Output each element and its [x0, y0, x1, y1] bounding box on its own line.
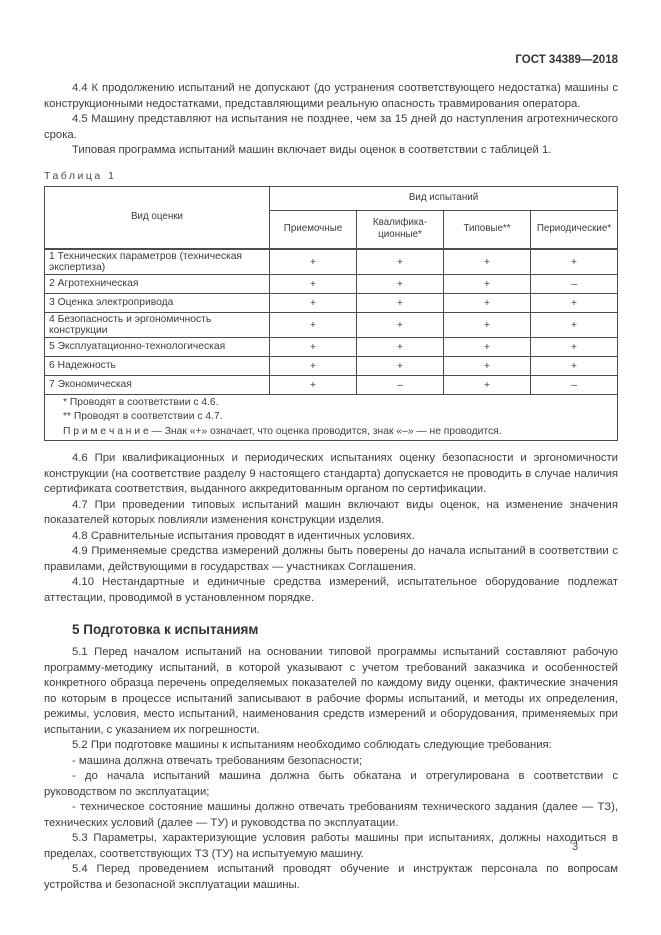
- table-cell: +: [444, 312, 531, 337]
- table-cell: +: [357, 337, 444, 356]
- paragraph-4-10: 4.10 Нестандартные и единичные средства измерений, испытательное оборудование подлежат аттестации, проводимой в установленном порядке.: [44, 576, 618, 604]
- table-header-vid-ispytaniy: Вид испытаний: [270, 186, 618, 210]
- table-cell: +: [444, 356, 531, 375]
- table-cell: +: [444, 337, 531, 356]
- section-5-heading: 5 Подготовка к испытаниям: [72, 622, 259, 637]
- row-label: 4 Безопасность и эргономичность конструкции: [45, 312, 270, 337]
- row-label: 2 Агротехническая: [45, 274, 270, 293]
- table-head: [45, 186, 618, 249]
- table-cell: +: [357, 312, 444, 337]
- table-cell: +: [531, 293, 618, 312]
- row-label: 7 Экономическая: [45, 375, 270, 394]
- table-column-periodicheskie: Периодические*: [531, 210, 618, 249]
- table-cell: +: [531, 312, 618, 337]
- table-cell: +: [531, 249, 618, 275]
- row-label: 5 Эксплуатационно-технологическая: [45, 337, 270, 356]
- table-cell: +: [444, 274, 531, 293]
- table-row: [45, 356, 618, 375]
- table-cell: +: [444, 249, 531, 275]
- table-row: [45, 375, 618, 394]
- table-column-kvalifikacionnye: Квалификационные*: [357, 210, 444, 249]
- paragraph-5-2: 5.2 При подготовке машины к испытаниям необходимо соблюдать следующие требования:: [72, 739, 552, 751]
- paragraph-4-8: 4.8 Сравнительные испытания проводят в идентичных условиях.: [72, 529, 415, 542]
- table-column-priemochnye: Приемочные: [270, 210, 357, 249]
- paragraph-5-3: 5.3 Параметры, характеризующие условия работы машины при испытаниях, должны находиться в пределах, соответствующих ТЗ (ТУ) на испытуемую машину.: [44, 832, 618, 860]
- row-label: 3 Оценка электропривода: [45, 293, 270, 312]
- table-row: [45, 274, 618, 293]
- table-row: [45, 337, 618, 356]
- list-item-technical-state: - техническое состояние машины должно отвечать требованиям технического задания (далее — ТЗ), технических условий (далее — ТУ) и руководства по эксплуатации.: [44, 801, 618, 829]
- footnote-2: ** Проводят в соответствии с 4.7.: [63, 411, 223, 422]
- row-label: 6 Надежность: [45, 356, 270, 375]
- table-row: [45, 249, 618, 275]
- table-cell: +: [270, 293, 357, 312]
- table-cell: +: [444, 293, 531, 312]
- paragraph-4-4: 4.4 К продолжению испытаний не допускают (до устранения соответствующего недостатка) машины с конструкционными недостатками, представляющими реальную опасность травмирования оператора.: [44, 82, 618, 110]
- doc-header-standard-number: ГОСТ 34389—2018: [515, 54, 618, 66]
- footnote-note: П р и м е ч а н и е — Знак «+» означает, что оценка проводится, знак «–» — не проводится.: [63, 425, 502, 437]
- table-cell: +: [270, 249, 357, 275]
- table-cell: +: [444, 375, 531, 394]
- table-cell: +: [357, 274, 444, 293]
- table-row: [45, 293, 618, 312]
- table-cell: +: [270, 337, 357, 356]
- table-1-test-types: [44, 186, 618, 442]
- row-label: 1 Технических параметров (техническая экспертиза): [45, 249, 270, 275]
- table-cell: –: [357, 375, 444, 394]
- table-footnote-row: [45, 394, 618, 441]
- footnote-1: * Проводят в соответствии с 4.6.: [63, 396, 219, 408]
- paragraph-4-6: 4.6 При квалификационных и периодических испытаниях оценку безопасности и эргономичности конструкции (на соответствие разделу 9 настоящего стандарта) допускается не проводить в случае наличия сертификата соответствия, выданного аккредитованным органом по сертификации.: [44, 452, 618, 495]
- table-cell: +: [270, 312, 357, 337]
- table-cell: +: [270, 274, 357, 293]
- table-body: [45, 249, 618, 441]
- table-column-tipovye: Типовые**: [444, 210, 531, 249]
- page-number: 3: [572, 841, 579, 853]
- paragraph-typical-program: Типовая программа испытаний машин включает виды оценок в соответствии с таблицей 1.: [72, 144, 552, 156]
- paragraph-4-9: 4.9 Применяемые средства измерений должны быть поверены до начала испытаний в соответствии с правилами, действующими в государствах — участниках Соглашения.: [44, 545, 618, 573]
- table-cell: +: [531, 337, 618, 356]
- paragraph-5-4: 5.4 Перед проведением испытаний проводят обучение и инструктаж персонала по вопросам устройства и безопасной эксплуатации машины.: [44, 863, 618, 891]
- table-cell: –: [531, 274, 618, 293]
- table-caption: Таблица 1: [44, 169, 117, 182]
- paragraph-5-1: 5.1 Перед началом испытаний на основании типовой программы испытаний составляют рабочую программу-методику испытаний, в которой указывают с учетом требований заказчика и особенностей конкретного образца перечень определяемых показателей по каждому виду оценки, фактические значения по которым в процессе испытаний записывают в рабочие формы испытаний, и методы их определения, режимы, условия, место испытаний, наименования средств измерений и оборудования, применяемых при испытании, с указанием их погрешности.: [44, 646, 618, 736]
- paragraph-4-7: 4.7 При проведении типовых испытаний машин включают виды оценок, на изменение значения показателей которых повлияли изменения конструкции изделия.: [44, 498, 618, 526]
- page-content: [44, 0, 618, 893]
- table-cell: +: [357, 293, 444, 312]
- table-cell: +: [531, 356, 618, 375]
- list-item-safety: - машина должна отвечать требованиям безопасности;: [72, 754, 363, 767]
- table-cell: +: [357, 249, 444, 275]
- table-cell: +: [270, 375, 357, 394]
- table-footnotes: [45, 394, 618, 441]
- table-cell: +: [357, 356, 444, 375]
- paragraph-4-5: 4.5 Машину представляют на испытания не позднее, чем за 15 дней до наступления агротехнического срока.: [44, 113, 618, 141]
- table-cell: –: [531, 375, 618, 394]
- table-header-vid-ocenki: Вид оценки: [45, 186, 270, 249]
- table-row: [45, 312, 618, 337]
- list-item-run-in: - до начала испытаний машина должна быть обкатана и отрегулирована в соответствии с руководством по эксплуатации;: [44, 770, 618, 798]
- table-cell: +: [270, 356, 357, 375]
